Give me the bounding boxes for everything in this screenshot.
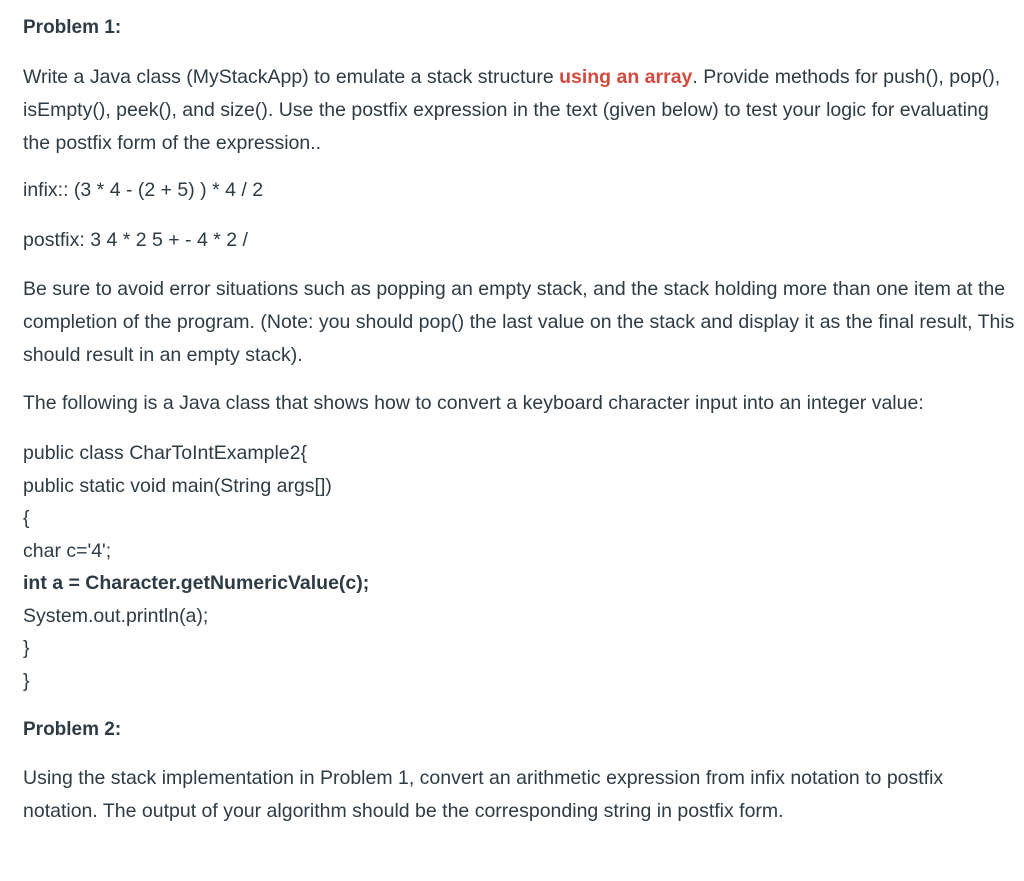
code-line-println: System.out.println(a);: [23, 604, 209, 627]
using-an-array-highlight: using an array: [559, 66, 693, 88]
code-line-int-conversion: int a = Character.getNumericValue(c);: [23, 572, 370, 594]
code-line-close-brace-class: }: [23, 669, 30, 692]
error-warning-paragraph: Be sure to avoid error situations such as popping an empty stack, and the stack holding more than one item at the completion of the program. (Note: you should pop() the last value on the stack and display it as the final result, This should result in an empty stack).: [23, 278, 1015, 366]
problem-1-intro-part2: . Provide methods for push(), pop(), isEmpty(), peek(), and size(). Use the postfix expression in the text (given below) to test your logic for evaluating the postfix form of the expression..: [23, 66, 1001, 154]
problem-1-intro: [23, 61, 1018, 160]
code-example: [23, 437, 369, 697]
code-line-char-declaration: char c='4';: [23, 539, 112, 562]
code-line-open-brace: {: [23, 507, 30, 529]
problem-2-heading: Problem 2:: [23, 719, 122, 740]
postfix-expression: postfix: 3 4 * 2 5 + - 4 * 2 /: [23, 229, 248, 251]
problem-2-body: Using the stack implementation in Problem 1, convert an arithmetic expression from infix notation to postfix notation. The output of your algorithm should be the corresponding string in postfix form.: [23, 767, 944, 822]
problem-1-heading: Problem 1:: [23, 17, 122, 38]
code-line-close-brace-method: }: [23, 637, 30, 659]
problem-1-intro-part1: Write a Java class (MyStackApp) to emulate a stack structure: [23, 66, 560, 88]
code-line-class-declaration: public class CharToIntExample2{: [23, 442, 307, 464]
code-line-main-method: public static void main(String args[]): [23, 474, 332, 497]
infix-expression: infix:: (3 * 4 - (2 + 5) ) * 4 / 2: [23, 179, 264, 201]
following-paragraph: The following is a Java class that shows how to convert a keyboard character input into an integer value:: [23, 392, 924, 414]
